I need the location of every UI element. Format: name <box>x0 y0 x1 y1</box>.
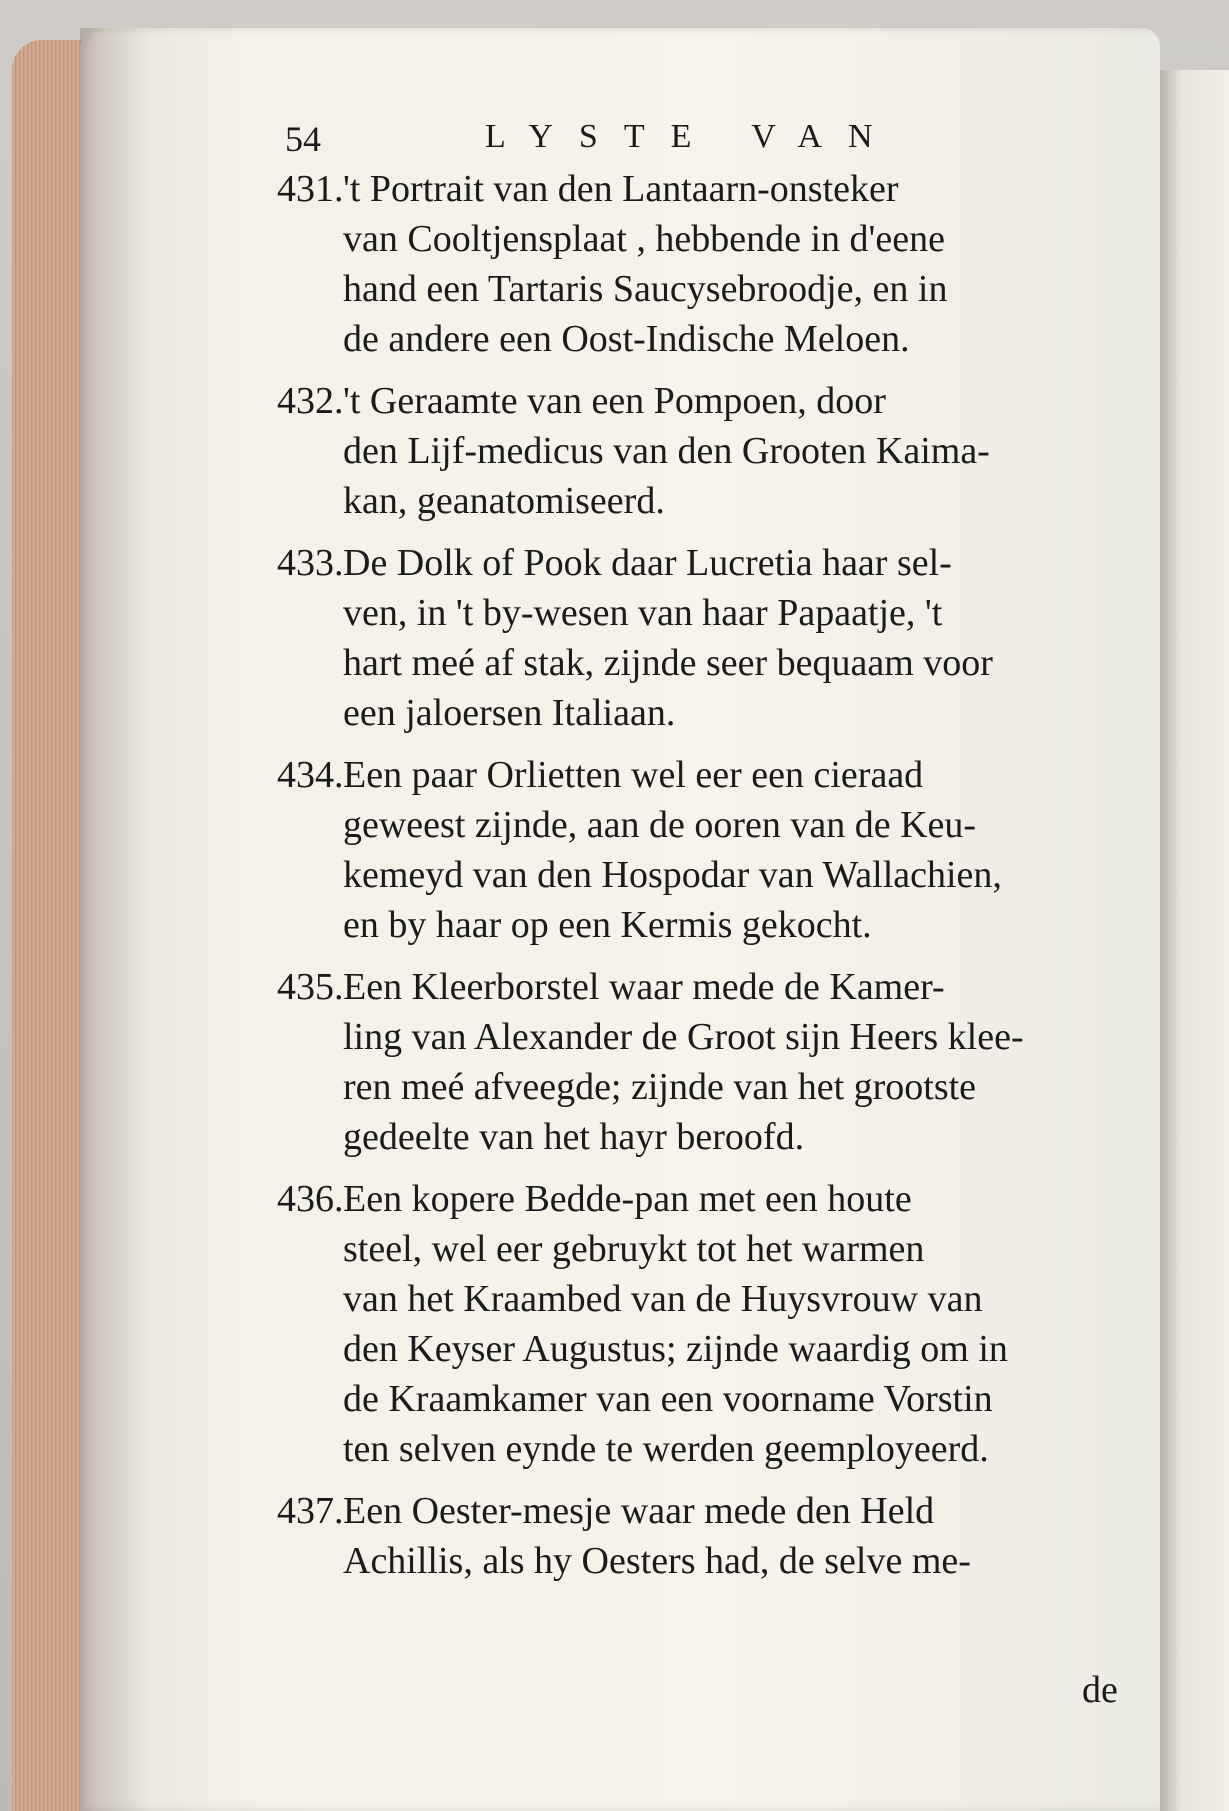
entry-line: hand een Tartaris Saucysebroodje, en in <box>343 268 948 310</box>
entry-line: Een kopere Bedde-pan met een houte <box>343 1178 912 1220</box>
entry-line: Een paar Orlietten wel eer een cieraad <box>343 754 924 796</box>
entry-line: van het Kraambed van de Huysvrouw van <box>343 1278 983 1320</box>
entry-line: Achillis, als hy Oesters had, de selve me- <box>343 1540 971 1582</box>
entry-line: geweest zijnde, aan de ooren van de Keu- <box>343 804 977 846</box>
entry-number: 433. <box>277 542 344 584</box>
list-entry <box>277 1174 1125 1474</box>
entry-line: den Keyser Augustus; zijnde waardig om in <box>343 1328 1008 1370</box>
entry-line: 't Portrait van den Lantaarn-onsteker <box>343 168 899 210</box>
list-entry <box>277 164 1125 364</box>
entry-line: De Dolk of Pook daar Lucretia haar sel- <box>343 542 952 584</box>
entry-line: ven, in 't by-wesen van haar Papaatje, 't <box>343 592 943 634</box>
entry-line: hart meé af stak, zijnde seer bequaam voor <box>343 642 993 684</box>
entry-line: ten selven eynde te werden geemployeerd. <box>343 1428 989 1470</box>
entry-line: de andere een Oost-Indische Meloen. <box>343 318 910 360</box>
entry-line: een jaloersen Italiaan. <box>343 692 676 734</box>
entry-number: 437. <box>277 1490 344 1532</box>
list-entry <box>277 538 1125 738</box>
entry-line: den Lijf-medicus van den Grooten Kaima- <box>343 430 990 472</box>
catchword: de <box>1082 1669 1118 1711</box>
entry-number: 436. <box>277 1178 344 1220</box>
entry-line: steel, wel eer gebruykt tot het warmen <box>343 1228 925 1270</box>
list-entry <box>277 1486 1125 1586</box>
entry-number: 435. <box>277 966 344 1008</box>
entry-number: 432. <box>277 380 344 422</box>
page-number: 54 <box>285 119 321 159</box>
list-entry <box>277 750 1125 950</box>
entry-line: gedeelte van het hayr beroofd. <box>343 1116 805 1158</box>
entry-line: ren meé afveegde; zijnde van het grootste <box>343 1066 977 1108</box>
page-header <box>285 118 1125 160</box>
page-gutter-shadow <box>80 28 150 1811</box>
entry-line: Een Oester-mesje waar mede den Held <box>343 1490 935 1532</box>
facing-page-edge <box>1150 70 1229 1811</box>
entry-line: kan, geanatomiseerd. <box>343 480 665 522</box>
entry-line: kemeyd van den Hospodar van Wallachien, <box>343 854 1002 896</box>
list-entry <box>277 962 1125 1162</box>
page-text <box>277 118 1125 1598</box>
entry-line: 't Geraamte van een Pompoen, door <box>343 380 886 422</box>
entry-line: van Cooltjensplaat , hebbende in d'eene <box>343 218 945 260</box>
entry-number: 434. <box>277 754 344 796</box>
entry-line: de Kraamkamer van een voorname Vorstin <box>343 1378 993 1420</box>
entry-line: ling van Alexander de Groot sijn Heers klee- <box>343 1016 1024 1058</box>
entry-line: en by haar op een Kermis gekocht. <box>343 904 872 946</box>
list-entry <box>277 376 1125 526</box>
entry-line: Een Kleerborstel waar mede de Kamer- <box>343 966 945 1008</box>
running-head: LYSTE VAN <box>485 118 899 155</box>
entry-number: 431. <box>277 168 344 210</box>
